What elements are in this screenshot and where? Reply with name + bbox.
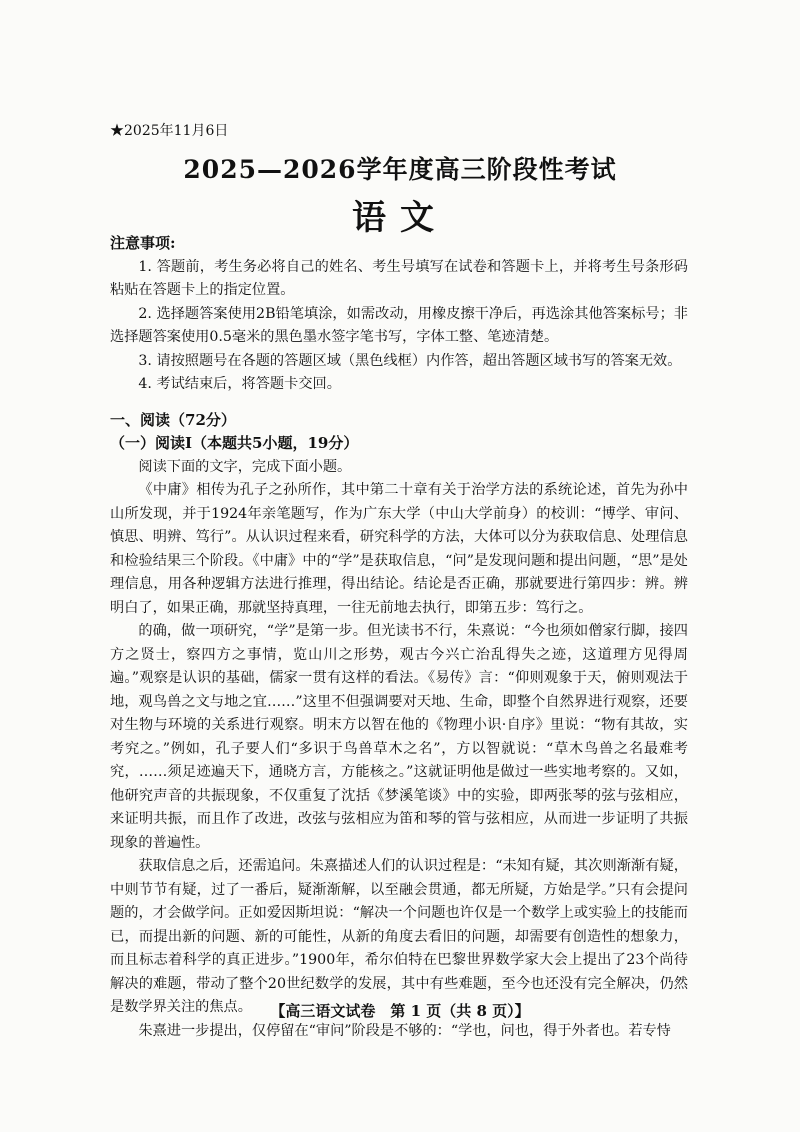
subject-title: 语文: [352, 198, 448, 238]
page-footer: 【高三语文试卷 第 1 页（共 8 页）】: [270, 1002, 530, 1020]
passage-paragraph: 朱熹进一步提出，仅停留在“审问”阶段是不够的：“学也，问也，得于外者也。若专恃: [138, 1022, 671, 1039]
notice-item: 1. 答题前，考生务必将自己的姓名、考生号填写在试卷和答题卡上，并将考生号条形码粘贴在答题卡上的指定位置。: [110, 258, 688, 298]
section-heading: 一、阅读（72分）: [110, 410, 236, 429]
passage-paragraph: 获取信息之后，还需追问。朱熹描述人们的认识过程是：“未知有疑，其次则渐渐有疑，中则节节有疑，过了一番后，疑渐渐解，以至融会贯通，都无所疑，方始是学。”只有会提问题的，才会做学问。正如爱因斯坦说：“解决一个问题也许仅是一个数学上或实验上的技能而已，而提出新的问题、新的可能性，从新的角度去看旧的问题，却需要有创造性的想象力，而且标志着科学的真正进步。”1900年，希尔伯特在巴黎世界数学家大会上提出了23个尚待解决的难题，带动了整个20世纪数学的发展，其中有些难题，至今也还没有完全解决，仍然是数学界关注的焦点。: [110, 858, 688, 1015]
subsection-heading: （一）阅读Ⅰ（本题共5小题，19分）: [110, 434, 359, 452]
passage-paragraph: 《中庸》相传为孔子之孙所作，其中第二十章有关于治学方法的系统论述，首先为孙中山所发现，并于1924年亲笔题写，作为广东大学（中山大学前身）的校训：“博学、审问、慎思、明辨、笃行”。从认识过程来看，研究科学的方法，大体可以分为获取信息、处理信息和检验结果三个阶段。《中庸》中的“学”是获取信息，“问”是发现问题和提出问题，“思”是处理信息，用各种逻辑方法进行推理，得出结论。结论是否正确，那就要进行第四步：辨。辨明白了，如果正确，那就坚持真理，一往无前地去执行，即第五步：笃行之。: [110, 482, 688, 616]
passage-paragraph: 的确，做一项研究，“学”是第一步。但光读书不行，朱熹说：“今也须如僧家行脚，接四方之贤士，察四方之事情，览山川之形势，观古今兴亡治乱得失之迹，这道理方见得周遍。”观察是认识的基础，儒家一贯有这样的看法。《易传》言：“仰则观象于天，俯则观法于地，观鸟兽之文与地之宜……”这里不但强调要对天地、生命，即整个自然界进行观察，还要对生物与环境的关系进行观察。明末方以智在他的《物理小识·自序》里说：“物有其故，实考究之。”例如，孔子要人们“多识于鸟兽草木之名”，方以智就说：“草木鸟兽之名最难考究，……须足迹遍天下，通晓方言，方能核之。”这就证明他是做过一些实地考察的。又如，他研究声音的共振现象，不仅重复了沈括《梦溪笔谈》中的实验，即两张琴的弦与弦相应，来证明共振，而且作了改进，改弦与弦相应为笛和琴的管与弦相应，从而进一步证明了共振现象的普遍性。: [110, 623, 688, 851]
notice-item: 2. 选择题答案使用2B铅笔填涂，如需改动，用橡皮擦干净后，再选涂其他答案标号；非选择题答案使用0.5毫米的黑色墨水签字笔书写，字体工整、笔迹清楚。: [110, 305, 688, 345]
exam-date: ★2025年11月6日: [110, 123, 229, 139]
reading-instruction: 阅读下面的文字，完成下面小题。: [138, 458, 352, 475]
notice-item: 4. 考试结束后，将答题卡交回。: [138, 376, 341, 392]
notice-item: 3. 请按照题号在各题的答题区域（黑色线框）内作答，超出答题区域书写的答案无效。: [138, 352, 682, 369]
exam-content: [110, 232, 688, 1043]
notice-heading: 注意事项:: [110, 234, 176, 252]
exam-title: 2025—2026学年度高三阶段性考试: [183, 155, 617, 184]
